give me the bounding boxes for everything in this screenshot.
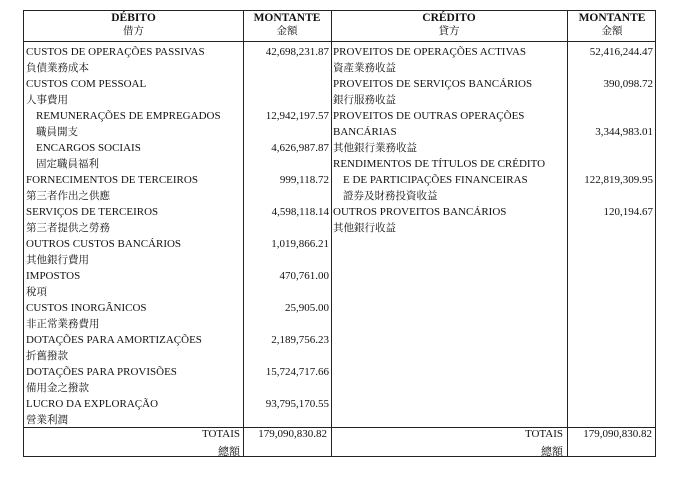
credit-total-label: TOTAIS [524, 428, 563, 440]
credit-row-label: OUTROS PROVEITOS BANCÁRIOS [333, 206, 507, 218]
credit-row-label: E DE PARTICIPAÇÕES FINANCEIRAS [343, 174, 528, 186]
credit-row-amount: 390,098.72 [603, 78, 653, 90]
debit-row-amount: 93,795,170.55 [265, 398, 329, 410]
debit-row-label: 人事費用 [26, 94, 68, 106]
debit-row-label: 負債業務成本 [26, 62, 89, 74]
debit-total-label: TOTAIS [201, 428, 240, 440]
header-amount-2 [567, 12, 657, 38]
debit-row-amount: 4,598,118.14 [271, 206, 329, 218]
debit-row-label: 第三者提供之勞務 [26, 222, 110, 234]
debit-row-label: LUCRO DA EXPLORAÇÃO [26, 398, 159, 410]
header-credit-chinese: 貸方 [438, 25, 460, 37]
debit-row-amount: 4,626,987.87 [271, 142, 329, 154]
credit-row-label: 資產業務收益 [333, 62, 396, 74]
header-amount-chinese: 金額 [276, 25, 298, 37]
debit-row-amount: 470,761.00 [279, 270, 329, 282]
debit-row-label: ENCARGOS SOCIAIS [36, 142, 141, 154]
credit-row-label: PROVEITOS DE OPERAÇÕES ACTIVAS [333, 46, 527, 58]
debit-row-label: SERVIÇOS DE TERCEIROS [26, 206, 159, 218]
debit-row-amount: 25,905.00 [285, 302, 329, 314]
credit-row-amount: 122,819,309.95 [584, 174, 653, 186]
debit-row-label: IMPOSTOS [26, 270, 81, 282]
credit-row-label: 其他銀行業務收益 [333, 142, 417, 154]
financial-statement-table [23, 10, 656, 457]
debit-row-amount: 2,189,756.23 [271, 334, 329, 346]
column-divider [243, 11, 244, 456]
credit-row-amount: 3,344,983.01 [595, 126, 653, 138]
credit-row-amount: 52,416,244.47 [589, 46, 653, 58]
column-divider [331, 11, 332, 456]
debit-row-label: CUSTOS INORGÂNICOS [26, 302, 147, 314]
debit-row-label: 職員開支 [36, 126, 78, 138]
debit-row-label: 非正常業務費用 [26, 318, 100, 330]
debit-row-label: REMUNERAÇÕES DE EMPREGADOS [36, 110, 221, 122]
header-debit-chinese: 借方 [123, 25, 144, 37]
credit-row-label: 其他銀行收益 [333, 222, 396, 234]
debit-row-label: 稅項 [26, 286, 47, 298]
debit-row-amount: 42,698,231.87 [265, 46, 329, 58]
header-amount-label: MONTANTE [253, 12, 321, 24]
credit-row-label: RENDIMENTOS DE TÍTULOS DE CRÉDITO [333, 158, 546, 170]
debit-row-amount: 15,724,717.66 [265, 366, 329, 378]
credit-total-amount: 179,090,830.82 [583, 428, 652, 440]
header-amount [243, 12, 331, 38]
debit-row-label: 備用金之撥款 [26, 382, 89, 394]
debit-row-label: 折舊撥款 [26, 350, 68, 362]
debit-row-amount: 12,942,197.57 [265, 110, 329, 122]
credit-row-label: 銀行服務收益 [333, 94, 396, 106]
debit-row-amount: 1,019,866.21 [271, 238, 329, 250]
header-debit-label: DÉBITO [111, 12, 156, 24]
header-credit-label: CRÉDITO [422, 12, 476, 24]
header-amount-2-label: MONTANTE [578, 12, 646, 24]
debit-row-label: 營業利潤 [26, 414, 68, 426]
debit-row-label: FORNECIMENTOS DE TERCEIROS [26, 174, 198, 186]
credit-row-label: PROVEITOS DE OUTRAS OPERAÇÕES [333, 110, 525, 122]
debit-row-label: 其他銀行費用 [26, 254, 89, 266]
credit-row-label: 證券及財務投資收益 [343, 190, 438, 202]
debit-row-label: CUSTOS COM PESSOAL [26, 78, 147, 90]
debit-row-amount: 999,118.72 [279, 174, 329, 186]
debit-row-label: OUTROS CUSTOS BANCÁRIOS [26, 238, 182, 250]
debit-row-label: 第三者作出之供應 [26, 190, 110, 202]
column-divider [567, 11, 568, 456]
debit-row-label: CUSTOS DE OPERAÇÕES PASSIVAS [26, 46, 205, 58]
debit-total-amount: 179,090,830.82 [258, 428, 327, 440]
header-credit [331, 12, 567, 38]
credit-row-amount: 120,194.67 [603, 206, 653, 218]
debit-row-label: 固定職員福利 [36, 158, 99, 170]
credit-total-label-chinese: 總額 [541, 446, 563, 458]
credit-row-label: PROVEITOS DE SERVIÇOS BANCÁRIOS [333, 78, 533, 90]
debit-total-label-chinese: 總額 [218, 446, 240, 458]
credit-row-label: BANCÁRIAS [333, 126, 397, 138]
debit-row-label: DOTAÇÕES PARA AMORTIZAÇÕES [26, 334, 202, 346]
header-divider [24, 41, 655, 42]
header-debit [24, 12, 243, 38]
header-amount-2-chinese: 金額 [601, 25, 623, 37]
debit-row-label: DOTAÇÕES PARA PROVISÕES [26, 366, 177, 378]
